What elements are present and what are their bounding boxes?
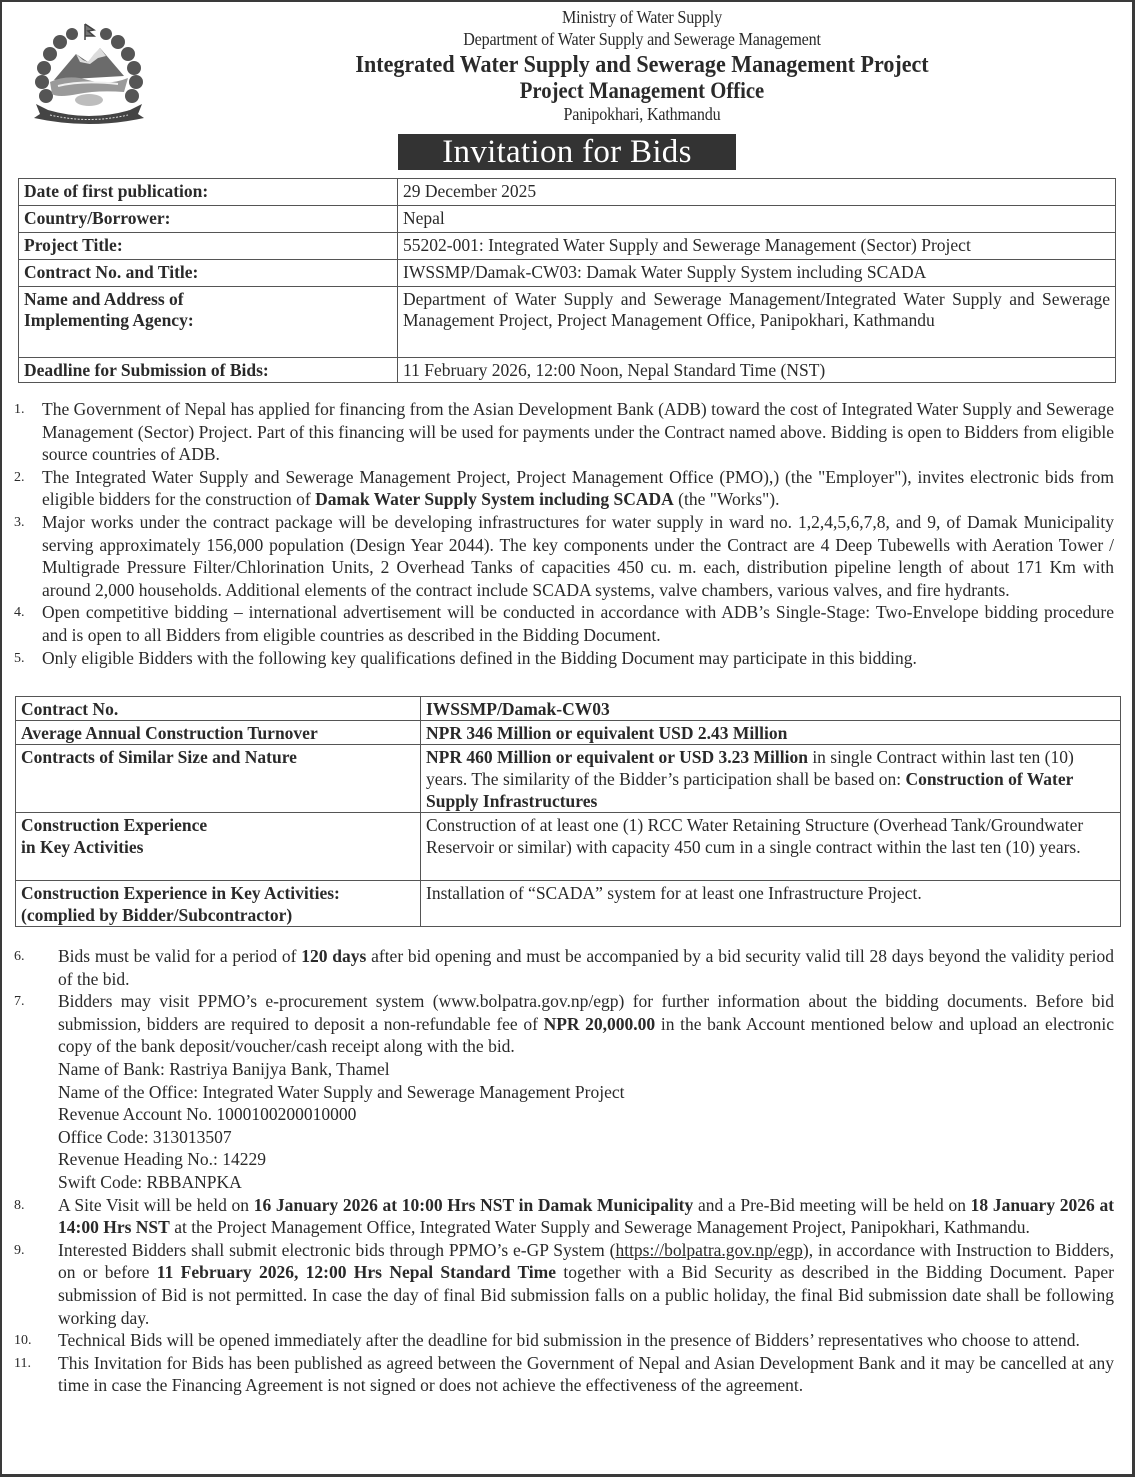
item-bold-text: 18 January 2026 at 14:00 Hrs NST: [58, 1194, 1115, 1238]
list-item: [2, 466, 1114, 511]
egp-link[interactable]: https://bolpatra.gov.np/egp: [615, 1239, 803, 1260]
ministry-name: Ministry of Water Supply: [562, 7, 722, 27]
list-item: [2, 1194, 1114, 1239]
qualification-value: [421, 721, 1121, 745]
project-name: Integrated Water Supply and Sewerage Management Project: [355, 51, 929, 78]
table-row: [16, 697, 1121, 721]
qualification-label: [16, 813, 421, 881]
list-item: [2, 1352, 1114, 1397]
item-text: Bidders may visit PPMO’s e-procurement system (www.bolpatra.gov.np/egp) for further information about the bidding documents. Before bid submission, bidders are required to deposit a non-refundable fee of: [58, 991, 1114, 1034]
nepal-emblem-icon: [28, 18, 150, 126]
item-number: 1.: [14, 402, 25, 417]
info-label: Project Title:: [19, 233, 398, 260]
qualification-bold-text: Construction of Water Supply Infrastructures: [426, 769, 1074, 811]
item-text: Only eligible Bidders with the following key qualifications defined in the Bidding Document may participate in this bidding.: [42, 647, 917, 668]
item-text: after bid opening and must be accompanied by a bid security valid till 28 days beyond the validity period of the bid.: [58, 946, 1114, 989]
item-number: 3.: [14, 514, 25, 530]
item-bold-text: 120 days: [301, 946, 367, 966]
revenue-account: Revenue Account No. 1000100200010000: [58, 1104, 357, 1125]
table-row: [16, 721, 1121, 745]
revenue-heading: Revenue Heading No.: 14229: [58, 1149, 267, 1170]
item-number: 11.: [14, 1355, 31, 1371]
item-text: Technical Bids will be opened immediately after the deadline for bid submission in the presence of Bidders’ representatives who choose to attend.: [58, 1330, 1080, 1351]
item-number: 6.: [14, 949, 25, 964]
list-item: [2, 647, 1114, 670]
table-row: [16, 881, 1121, 927]
info-value: IWSSMP/Damak-CW03: Damak Water Supply System including SCADA: [398, 260, 1116, 287]
item-number: 9.: [14, 1242, 25, 1258]
item-text: Bids must be valid for a period of: [58, 946, 302, 966]
info-label: Date of first publication:: [19, 179, 398, 206]
item-number: 10.: [14, 1333, 32, 1349]
info-value: 55202-001: Integrated Water Supply and Sewerage Management (Sector) Project: [398, 233, 1116, 260]
info-value: 11 February 2026, 12:00 Noon, Nepal Standard Time (NST): [398, 358, 1116, 383]
list-item: [2, 990, 1114, 1193]
info-value: 29 December 2025: [398, 179, 1116, 206]
list-item: [2, 511, 1114, 601]
list-item: [2, 1329, 1114, 1352]
info-label: Deadline for Submission of Bids:: [19, 358, 398, 383]
qualification-bold-text: IWSSMP/Damak-CW03: [426, 699, 610, 719]
item-bold-text: Damak Water Supply System including SCADA: [315, 489, 674, 510]
item-text: The Government of Nepal has applied for financing from the Asian Development Bank (ADB) toward the cost of Integrated Water Supply and Sewerage Management (Sector) Project. Part of this financing will be used for payments under the Contract named above. Bidding is open to Bidders from eligible source countries of ADB.: [42, 399, 1114, 465]
item-text: and a Pre-Bid meeting will be held on: [693, 1194, 971, 1215]
list-item: [2, 1239, 1114, 1329]
info-label: [19, 287, 398, 358]
qualification-label: Contract No.: [16, 697, 421, 721]
info-label: Contract No. and Title:: [19, 260, 398, 287]
qualification-label-line: (complied by Bidder/Subcontractor): [21, 905, 293, 925]
qualification-label: [16, 881, 421, 927]
item-number: 7.: [14, 994, 25, 1010]
qualification-value: [421, 697, 1121, 721]
swift-code: Swift Code: RBBANPKA: [58, 1171, 242, 1192]
item-text: The Integrated Water Supply and Sewerage Management Project, Project Management Office (PMO),) (the "Employer"), invites electronic bids from eligible bidders for the construction of: [42, 466, 1114, 510]
office-address: Panipokhari, Kathmandu: [563, 104, 721, 124]
item-bold-text: NPR 20,000.00: [543, 1013, 656, 1034]
item-text: Open competitive bidding – international advertisement will be conducted in accordance with ADB’s Single-Stage: Two-Envelope bidding procedure and is open to all Bidders from eligible countries as described in the Bidding Document.: [42, 602, 1114, 645]
item-text: A Site Visit will be held on: [58, 1194, 254, 1215]
item-bold-text: 11 February 2026, 12:00 Hrs Nepal Standard Time: [156, 1262, 557, 1283]
table-row: [19, 179, 1116, 206]
office-name-line: Name of the Office: Integrated Water Supply and Sewerage Management Project: [58, 1081, 625, 1102]
item-text: in the bank Account mentioned below and upload an electronic copy of the bank deposit/voucher/cash receipt along with the bid.: [58, 1013, 1115, 1057]
table-row: [19, 233, 1116, 260]
qualification-table: [15, 696, 1121, 927]
qualification-text: in single Contract within last ten (10) years. The similarity of the Bidder’s participation shall be based on:: [426, 747, 1074, 789]
item-number: 5.: [14, 650, 25, 666]
item-text: at the Project Management Office, Integrated Water Supply and Sewerage Management Project, Panipokhari, Kathmandu.: [169, 1217, 1030, 1238]
table-row: [16, 745, 1121, 813]
qualification-label-line: in Key Activities: [21, 837, 144, 857]
department-name: Department of Water Supply and Sewerage Management: [463, 29, 821, 49]
bank-name: Name of Bank: Rastriya Banijya Bank, Thamel: [58, 1058, 390, 1079]
notice-title: Invitation for Bids: [442, 134, 692, 170]
info-label: Country/Borrower:: [19, 206, 398, 233]
qualification-label-line: Construction Experience: [21, 815, 208, 835]
table-row: [19, 206, 1116, 233]
table-row: [19, 260, 1116, 287]
qualification-value: Installation of “SCADA” system for at least one Infrastructure Project.: [421, 881, 1121, 927]
qualification-bold-text: NPR 346 Million or equivalent USD 2.43 Million: [426, 723, 788, 743]
paragraphs-1-5: [2, 398, 1114, 669]
info-label-line: Name and Address of: [24, 289, 184, 309]
item-text: together with a Bid Security as described in the Bidding Document. Paper submission of Bid is not permitted. In case the day of final Bid submission falls on a public holiday, the final Bid submission date shall be following working day.: [58, 1262, 1114, 1328]
qualification-label-line: Construction Experience in Key Activities:: [21, 883, 340, 903]
qualification-bold-text: NPR 460 Million or equivalent or USD 3.23 Million: [426, 747, 808, 767]
info-value: Nepal: [398, 206, 1116, 233]
notice-title-banner: [398, 134, 736, 170]
item-text: This Invitation for Bids has been published as agreed between the Government of Nepal and Asian Development Bank and it may be cancelled at any time in case the Financing Agreement is not signed or does not achieve the effectiveness of the agreement.: [58, 1352, 1114, 1396]
qualification-value: [421, 745, 1121, 813]
office-code: Office Code: 313013507: [58, 1126, 232, 1147]
table-row: [16, 813, 1121, 881]
list-item: [2, 945, 1114, 990]
bank-details: [58, 1058, 1114, 1194]
item-number: 8.: [14, 1197, 25, 1213]
bid-info-table: [18, 178, 1116, 383]
item-bold-text: 16 January 2026 at 10:00 Hrs NST in Damak Municipality: [253, 1194, 694, 1215]
qualification-label: Average Annual Construction Turnover: [16, 721, 421, 745]
qualification-value: Construction of at least one (1) RCC Water Retaining Structure (Overhead Tank/Groundwater Reservoir or similar) with capacity 450 cum in a single contract within the last ten (10) years.: [421, 813, 1121, 881]
item-text: (the "Works").: [673, 489, 780, 510]
item-number: 4.: [14, 605, 25, 621]
item-number: 2.: [14, 469, 25, 485]
list-item: [2, 601, 1114, 646]
table-row: [19, 358, 1116, 383]
office-name: Project Management Office: [519, 78, 765, 103]
table-row: [19, 287, 1116, 358]
list-item: [2, 398, 1114, 466]
item-text: Interested Bidders shall submit electronic bids through PPMO’s e-GP System (: [58, 1239, 616, 1260]
info-label-line: Implementing Agency:: [24, 310, 194, 330]
item-text: ), in accordance with Instruction to Bidders, on or before: [58, 1239, 1114, 1283]
header: [152, 6, 1132, 125]
paragraphs-6-11: [2, 945, 1114, 1397]
item-text: Major works under the contract package will be developing infrastructures for water supply in ward no. 1,2,4,5,6,7,8, and 9, of Damak Municipality serving approximately 156,000 population (Design Year 2044). The key components under the Contract are 4 Deep Tubewells with Aeration Tower / Multigrade Pressure Filter/Chlorination Units, 2 Overhead Tanks of capacities 450 cu. m. each, distribution pipeline length of about 171 Km with around 2,000 households. Additional elements of the contract include SCADA systems, valve chambers, various valves, and fire hydrants.: [42, 511, 1114, 600]
qualification-label: Contracts of Similar Size and Nature: [16, 745, 421, 813]
info-value: Department of Water Supply and Sewerage Management/Integrated Water Supply and Sewerage Management Project, Project Management Office, Panipokhari, Kathmandu: [398, 287, 1116, 358]
